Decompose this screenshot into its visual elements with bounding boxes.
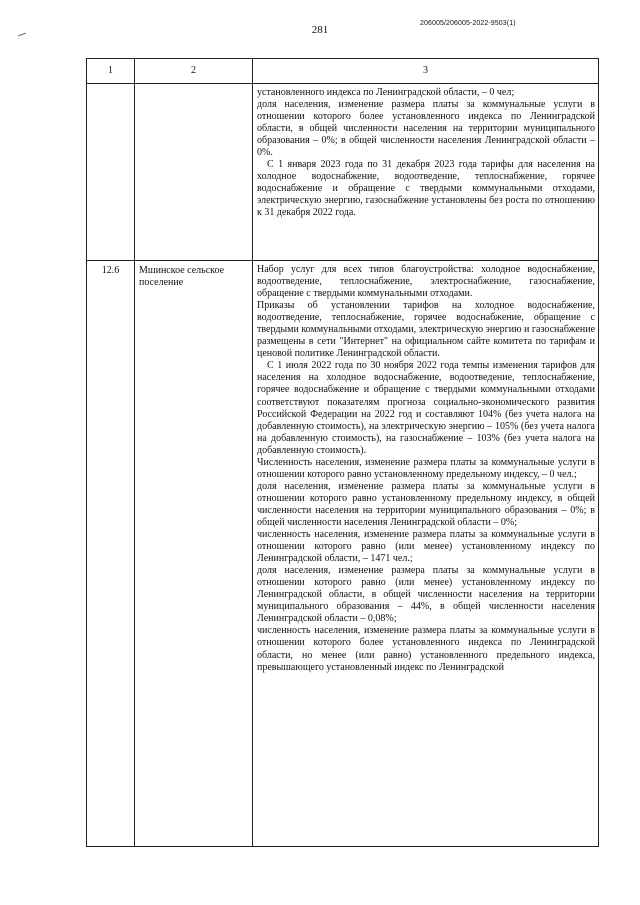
row-number-cell <box>87 84 135 261</box>
paragraph: С 1 января 2023 года по 31 декабря 2023 года тарифы для населения на холодное водоснабжение, водоотведение, теплоснабжение, горячее водоснабжение и обращение с твердыми коммунальными отходами, электрическую энергию, газоснабжение установлены без роста по отношению к 31 декабря 2022 года. <box>257 159 595 219</box>
column-header-2: 2 <box>135 59 253 84</box>
description-cell <box>253 261 599 847</box>
paragraph: установленного индекса по Ленинградской области, – 0 чел; <box>257 87 515 98</box>
page-number: 281 <box>311 24 329 36</box>
paragraph: численность населения, изменение размера платы за коммунальные услуги в отношении которого равно (или менее) установленному индексу по Ленинградской области, – 1471 чел.; <box>257 529 595 565</box>
row-number-cell: 12.6 <box>87 261 135 847</box>
description-cell <box>253 84 599 261</box>
table-row <box>87 261 599 847</box>
paragraph: доля населения, изменение размера платы за коммунальные услуги в отношении которого равно (или менее) установленному индексу по Ленинградской области, в общей численности населения на территории муниципального образования – 44%, в общей численности населения Ленинградской области – 0,08%; <box>257 565 595 625</box>
settlement-name-cell: Мшинское сельское поселение <box>135 261 253 847</box>
table-row <box>87 84 599 261</box>
paragraph: Приказы об установлении тарифов на холодное водоснабжение, водоотведение, теплоснабжение, горячее водоснабжение, обращение с твердыми коммунальными отходами, электрическую энергию и газоснабжение размещены в сети "Интернет" на официальном сайте комитета по тарифам и ценовой политике Ленинградской области. <box>257 300 596 360</box>
tariff-table <box>86 58 599 847</box>
settlement-name-cell <box>135 84 253 261</box>
document-code: 206005/206005-2022-9503(1) <box>420 20 516 27</box>
column-header-1: 1 <box>87 59 135 84</box>
paragraph: Численность населения, изменение размера платы за коммунальные услуги в отношении которого равно установленному предельному индексу, – 0 чел.; <box>257 456 595 480</box>
paragraph: доля населения, изменение размера платы за коммунальные услуги в отношении которого более установленного индекса по Ленинградской области, в общей численности населения на территории муниципального образования – 0%; в общей численности населения Ленинградской области – 0%. <box>257 99 595 159</box>
paragraph: Набор услуг для всех типов благоустройства: холодное водоснабжение, водоотведение, теплоснабжение, электроснабжение, газоснабжение, обращение с твердыми коммунальными отходами. <box>257 264 595 300</box>
paragraph: С 1 июля 2022 года по 30 ноября 2022 года темпы изменения тарифов для населения на холодное водоснабжение, водоотведение, теплоснабжение, горячее водоснабжение и обращение с твердыми коммунальными отходами соответствуют показателям прогноза социально-экономического развития Российской Федерации на 2022 год и составляют 104% (без учета налога на добавленную стоимость), на электрическую энергию – 105% (без учета налога на добавленную стоимость), на газоснабжение – 103% (без учета налога на добавленную стоимость). <box>257 360 595 456</box>
column-header-3: 3 <box>253 59 599 84</box>
paragraph: численность населения, изменение размера платы за коммунальные услуги в отношении которого более установленного индекса по Ленинградской области, но менее (или равно) установленного предельного индекса, превышающего установленный индекс по Ленинградской <box>257 625 595 673</box>
table-header-row <box>87 59 599 84</box>
paragraph: доля населения, изменение размера платы за коммунальные услуги в отношении которого равно установленному предельному индексу, в общей численности населения на территории муниципального образования – 0%; в общей численности населения Ленинградской области – 0%; <box>257 480 595 528</box>
